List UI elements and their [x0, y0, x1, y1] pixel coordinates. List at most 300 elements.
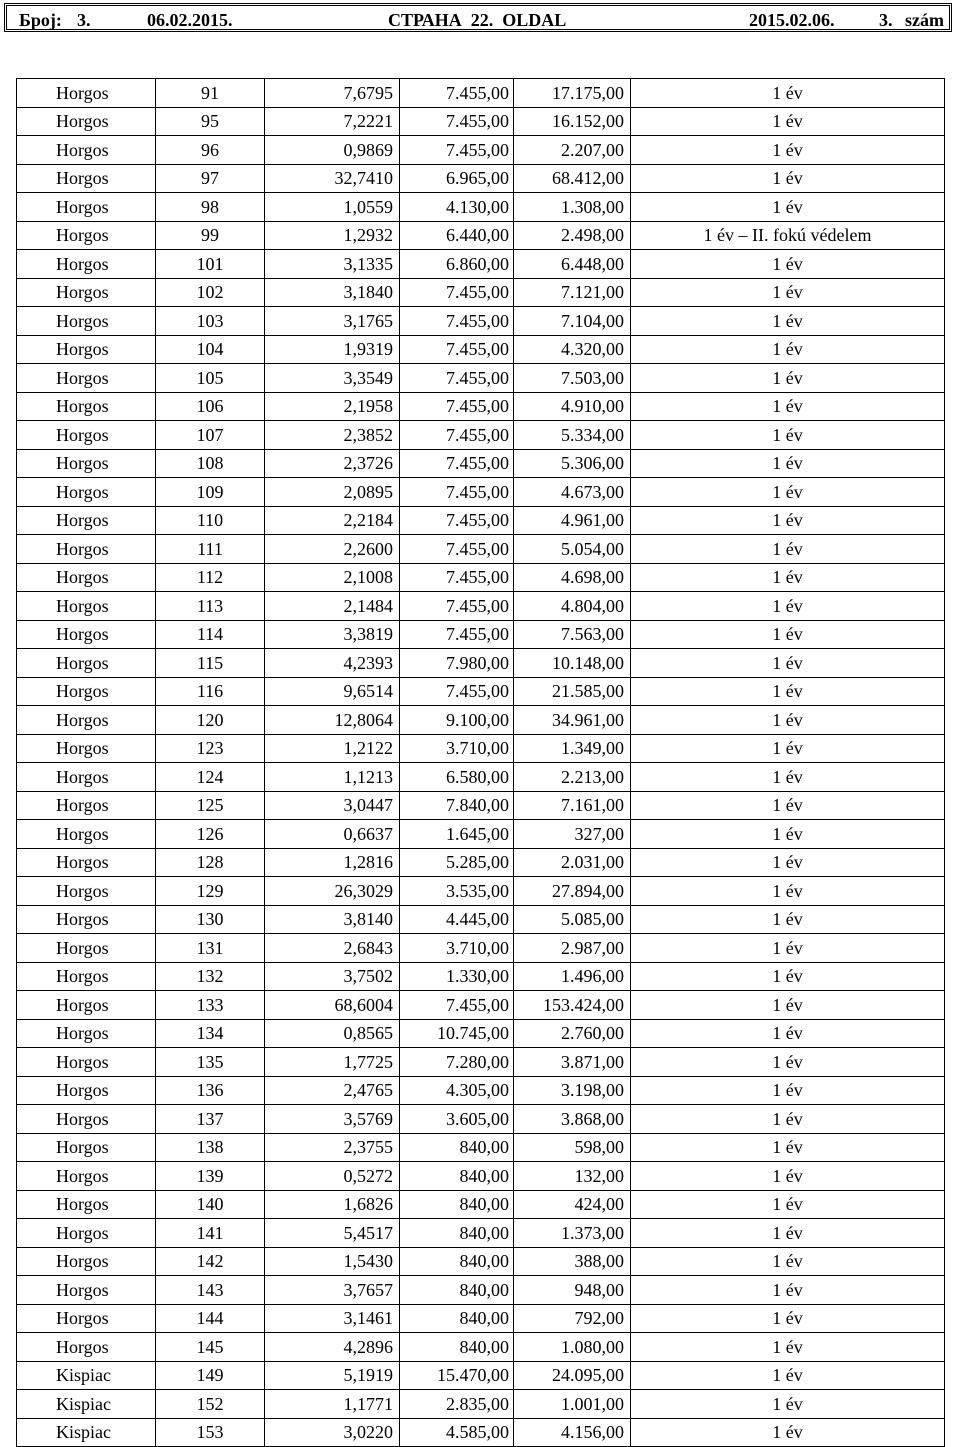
- duration-cell: 1 év: [631, 962, 945, 991]
- area-cell: 1,1771: [265, 1390, 400, 1419]
- total-cell: 7.563,00: [514, 620, 631, 649]
- area-cell: 1,5430: [265, 1247, 400, 1276]
- place-cell: Horgos: [17, 136, 156, 165]
- duration-cell: 1 év: [631, 164, 945, 193]
- place-cell: Horgos: [17, 791, 156, 820]
- total-cell: 2.987,00: [514, 934, 631, 963]
- total-cell: 3.198,00: [514, 1076, 631, 1105]
- place-cell: Horgos: [17, 449, 156, 478]
- table-row: [17, 221, 945, 250]
- parcel-number-cell: 114: [156, 620, 265, 649]
- area-cell: 2,4765: [265, 1076, 400, 1105]
- total-cell: 68.412,00: [514, 164, 631, 193]
- place-cell: Horgos: [17, 307, 156, 336]
- total-cell: 792,00: [514, 1304, 631, 1333]
- unit-price-cell: 6.965,00: [400, 164, 514, 193]
- unit-price-cell: 15.470,00: [400, 1361, 514, 1390]
- duration-cell: 1 év: [631, 1361, 945, 1390]
- total-cell: 1.308,00: [514, 193, 631, 222]
- duration-cell: 1 év: [631, 1418, 945, 1447]
- table-row: [17, 848, 945, 877]
- duration-cell: 1 év: [631, 364, 945, 393]
- parcel-table-body: [17, 79, 945, 1447]
- unit-price-cell: 7.455,00: [400, 592, 514, 621]
- place-cell: Horgos: [17, 962, 156, 991]
- place-cell: Horgos: [17, 1190, 156, 1219]
- duration-cell: 1 év: [631, 1247, 945, 1276]
- area-cell: 2,0895: [265, 478, 400, 507]
- table-row: [17, 1219, 945, 1248]
- unit-price-cell: 840,00: [400, 1133, 514, 1162]
- total-cell: 7.121,00: [514, 278, 631, 307]
- place-cell: Horgos: [17, 364, 156, 393]
- unit-price-cell: 7.455,00: [400, 392, 514, 421]
- parcel-number-cell: 109: [156, 478, 265, 507]
- unit-price-cell: 7.455,00: [400, 335, 514, 364]
- total-cell: 4.961,00: [514, 506, 631, 535]
- parcel-number-cell: 97: [156, 164, 265, 193]
- place-cell: Horgos: [17, 1162, 156, 1191]
- area-cell: 2,3755: [265, 1133, 400, 1162]
- total-cell: 1.373,00: [514, 1219, 631, 1248]
- area-cell: 32,7410: [265, 164, 400, 193]
- total-cell: 1.080,00: [514, 1333, 631, 1362]
- total-cell: 4.910,00: [514, 392, 631, 421]
- parcel-number-cell: 134: [156, 1019, 265, 1048]
- parcel-number-cell: 128: [156, 848, 265, 877]
- parcel-number-cell: 135: [156, 1048, 265, 1077]
- duration-cell: 1 év: [631, 193, 945, 222]
- place-cell: Horgos: [17, 421, 156, 450]
- date-sr: 06.02.2015.: [147, 10, 233, 30]
- parcel-number-cell: 145: [156, 1333, 265, 1362]
- area-cell: 2,6843: [265, 934, 400, 963]
- total-cell: 6.448,00: [514, 250, 631, 279]
- parcel-number-cell: 107: [156, 421, 265, 450]
- table-row: [17, 1333, 945, 1362]
- area-cell: 0,8565: [265, 1019, 400, 1048]
- page-number: СТРАНА 22. OLDAL: [388, 10, 567, 30]
- total-cell: 2.031,00: [514, 848, 631, 877]
- total-cell: 1.001,00: [514, 1390, 631, 1419]
- table-row: [17, 620, 945, 649]
- duration-cell: 1 év: [631, 1304, 945, 1333]
- unit-price-cell: 7.455,00: [400, 991, 514, 1020]
- place-cell: Horgos: [17, 592, 156, 621]
- duration-cell: 1 év – II. fokú védelem: [631, 221, 945, 250]
- parcel-number-cell: 111: [156, 535, 265, 564]
- parcel-number-cell: 137: [156, 1105, 265, 1134]
- unit-price-cell: 6.440,00: [400, 221, 514, 250]
- duration-cell: 1 év: [631, 1076, 945, 1105]
- area-cell: 5,1919: [265, 1361, 400, 1390]
- area-cell: 0,5272: [265, 1162, 400, 1191]
- unit-price-cell: 4.445,00: [400, 905, 514, 934]
- total-cell: 16.152,00: [514, 107, 631, 136]
- table-row: [17, 1076, 945, 1105]
- place-cell: Horgos: [17, 193, 156, 222]
- unit-price-cell: 7.455,00: [400, 278, 514, 307]
- table-row: [17, 649, 945, 678]
- table-row: [17, 79, 945, 108]
- place-cell: Horgos: [17, 1219, 156, 1248]
- place-cell: Horgos: [17, 1105, 156, 1134]
- table-row: [17, 1019, 945, 1048]
- duration-cell: 1 év: [631, 107, 945, 136]
- unit-price-cell: 840,00: [400, 1219, 514, 1248]
- area-cell: 1,0559: [265, 193, 400, 222]
- unit-price-cell: 7.455,00: [400, 307, 514, 336]
- duration-cell: 1 év: [631, 1333, 945, 1362]
- place-cell: Horgos: [17, 991, 156, 1020]
- place-cell: Horgos: [17, 563, 156, 592]
- duration-cell: 1 év: [631, 506, 945, 535]
- area-cell: 2,3726: [265, 449, 400, 478]
- table-row: [17, 193, 945, 222]
- total-cell: 17.175,00: [514, 79, 631, 108]
- duration-cell: 1 év: [631, 392, 945, 421]
- unit-price-cell: 3.710,00: [400, 734, 514, 763]
- duration-cell: 1 év: [631, 649, 945, 678]
- unit-price-cell: 7.455,00: [400, 563, 514, 592]
- duration-cell: 1 év: [631, 1190, 945, 1219]
- area-cell: 2,1958: [265, 392, 400, 421]
- duration-cell: 1 év: [631, 1390, 945, 1419]
- total-cell: 34.961,00: [514, 706, 631, 735]
- area-cell: 4,2896: [265, 1333, 400, 1362]
- place-cell: Horgos: [17, 1333, 156, 1362]
- total-cell: 5.334,00: [514, 421, 631, 450]
- area-cell: 3,7657: [265, 1276, 400, 1305]
- unit-price-cell: 7.455,00: [400, 79, 514, 108]
- duration-cell: 1 év: [631, 449, 945, 478]
- duration-cell: 1 év: [631, 563, 945, 592]
- issue-label-hu: szám: [905, 10, 944, 30]
- area-cell: 3,1840: [265, 278, 400, 307]
- area-cell: 3,1461: [265, 1304, 400, 1333]
- parcel-number-cell: 132: [156, 962, 265, 991]
- parcel-number-cell: 138: [156, 1133, 265, 1162]
- place-cell: Horgos: [17, 1133, 156, 1162]
- table-row: [17, 934, 945, 963]
- table-row: [17, 1247, 945, 1276]
- place-cell: Horgos: [17, 1276, 156, 1305]
- area-cell: 12,8064: [265, 706, 400, 735]
- area-cell: 3,5769: [265, 1105, 400, 1134]
- table-row: [17, 1418, 945, 1447]
- total-cell: 7.503,00: [514, 364, 631, 393]
- area-cell: 1,2816: [265, 848, 400, 877]
- area-cell: 3,0447: [265, 791, 400, 820]
- area-cell: 0,9869: [265, 136, 400, 165]
- duration-cell: 1 év: [631, 250, 945, 279]
- duration-cell: 1 év: [631, 1276, 945, 1305]
- parcel-number-cell: 123: [156, 734, 265, 763]
- table-row: [17, 364, 945, 393]
- area-cell: 5,4517: [265, 1219, 400, 1248]
- duration-cell: 1 év: [631, 1162, 945, 1191]
- total-cell: 4.156,00: [514, 1418, 631, 1447]
- area-cell: 3,3549: [265, 364, 400, 393]
- place-cell: Horgos: [17, 221, 156, 250]
- table-row: [17, 1133, 945, 1162]
- table-row: [17, 563, 945, 592]
- duration-cell: 1 év: [631, 877, 945, 906]
- unit-price-cell: 9.100,00: [400, 706, 514, 735]
- place-cell: Horgos: [17, 1304, 156, 1333]
- duration-cell: 1 év: [631, 1105, 945, 1134]
- duration-cell: 1 év: [631, 1048, 945, 1077]
- total-cell: 5.306,00: [514, 449, 631, 478]
- table-row: [17, 107, 945, 136]
- total-cell: 2.207,00: [514, 136, 631, 165]
- total-cell: 4.673,00: [514, 478, 631, 507]
- unit-price-cell: 6.580,00: [400, 763, 514, 792]
- total-cell: 2.213,00: [514, 763, 631, 792]
- parcel-number-cell: 102: [156, 278, 265, 307]
- total-cell: 948,00: [514, 1276, 631, 1305]
- place-cell: Kispiac: [17, 1361, 156, 1390]
- duration-cell: 1 év: [631, 934, 945, 963]
- parcel-number-cell: 129: [156, 877, 265, 906]
- duration-cell: 1 év: [631, 79, 945, 108]
- duration-cell: 1 év: [631, 677, 945, 706]
- duration-cell: 1 év: [631, 1219, 945, 1248]
- table-row: [17, 1390, 945, 1419]
- duration-cell: 1 év: [631, 991, 945, 1020]
- unit-price-cell: 3.605,00: [400, 1105, 514, 1134]
- table-row: [17, 677, 945, 706]
- parcel-number-cell: 133: [156, 991, 265, 1020]
- duration-cell: 1 év: [631, 620, 945, 649]
- unit-price-cell: 7.455,00: [400, 136, 514, 165]
- place-cell: Horgos: [17, 478, 156, 507]
- parcel-number-cell: 125: [156, 791, 265, 820]
- issue-number-hu: 3.: [879, 10, 893, 30]
- table-row: [17, 449, 945, 478]
- date-hu: 2015.02.06.: [749, 10, 835, 30]
- table-row: [17, 1304, 945, 1333]
- parcel-number-cell: 120: [156, 706, 265, 735]
- parcel-number-cell: 101: [156, 250, 265, 279]
- table-row: [17, 1190, 945, 1219]
- unit-price-cell: 2.835,00: [400, 1390, 514, 1419]
- place-cell: Horgos: [17, 1247, 156, 1276]
- duration-cell: 1 év: [631, 535, 945, 564]
- place-cell: Horgos: [17, 250, 156, 279]
- parcel-number-cell: 116: [156, 677, 265, 706]
- total-cell: 5.054,00: [514, 535, 631, 564]
- parcel-number-cell: 91: [156, 79, 265, 108]
- table-row: [17, 307, 945, 336]
- unit-price-cell: 5.285,00: [400, 848, 514, 877]
- place-cell: Horgos: [17, 649, 156, 678]
- place-cell: Horgos: [17, 535, 156, 564]
- duration-cell: 1 év: [631, 791, 945, 820]
- place-cell: Horgos: [17, 392, 156, 421]
- area-cell: 4,2393: [265, 649, 400, 678]
- parcel-number-cell: 136: [156, 1076, 265, 1105]
- unit-price-cell: 7.840,00: [400, 791, 514, 820]
- total-cell: 27.894,00: [514, 877, 631, 906]
- area-cell: 1,7725: [265, 1048, 400, 1077]
- place-cell: Horgos: [17, 335, 156, 364]
- table-row: [17, 905, 945, 934]
- place-cell: Horgos: [17, 1019, 156, 1048]
- place-cell: Horgos: [17, 763, 156, 792]
- unit-price-cell: 7.455,00: [400, 535, 514, 564]
- total-cell: 327,00: [514, 820, 631, 849]
- total-cell: 24.095,00: [514, 1361, 631, 1390]
- unit-price-cell: 7.980,00: [400, 649, 514, 678]
- area-cell: 9,6514: [265, 677, 400, 706]
- unit-price-cell: 10.745,00: [400, 1019, 514, 1048]
- unit-price-cell: 7.455,00: [400, 421, 514, 450]
- place-cell: Horgos: [17, 1048, 156, 1077]
- table-row: [17, 791, 945, 820]
- parcel-number-cell: 96: [156, 136, 265, 165]
- total-cell: 388,00: [514, 1247, 631, 1276]
- table-row: [17, 763, 945, 792]
- duration-cell: 1 év: [631, 706, 945, 735]
- total-cell: 7.161,00: [514, 791, 631, 820]
- place-cell: Horgos: [17, 620, 156, 649]
- unit-price-cell: 4.305,00: [400, 1076, 514, 1105]
- place-cell: Horgos: [17, 107, 156, 136]
- table-row: [17, 136, 945, 165]
- area-cell: 2,1484: [265, 592, 400, 621]
- table-row: [17, 1361, 945, 1390]
- place-cell: Kispiac: [17, 1418, 156, 1447]
- parcel-number-cell: 141: [156, 1219, 265, 1248]
- parcel-number-cell: 110: [156, 506, 265, 535]
- parcel-number-cell: 153: [156, 1418, 265, 1447]
- total-cell: 21.585,00: [514, 677, 631, 706]
- total-cell: 4.698,00: [514, 563, 631, 592]
- duration-cell: 1 év: [631, 478, 945, 507]
- duration-cell: 1 év: [631, 421, 945, 450]
- unit-price-cell: 840,00: [400, 1333, 514, 1362]
- total-cell: 153.424,00: [514, 991, 631, 1020]
- parcel-number-cell: 143: [156, 1276, 265, 1305]
- total-cell: 1.496,00: [514, 962, 631, 991]
- table-row: [17, 820, 945, 849]
- area-cell: 2,2184: [265, 506, 400, 535]
- duration-cell: 1 év: [631, 136, 945, 165]
- duration-cell: 1 év: [631, 278, 945, 307]
- parcel-number-cell: 149: [156, 1361, 265, 1390]
- table-row: [17, 962, 945, 991]
- table-row: [17, 478, 945, 507]
- area-cell: 1,1213: [265, 763, 400, 792]
- parcel-number-cell: 126: [156, 820, 265, 849]
- table-row: [17, 278, 945, 307]
- unit-price-cell: 7.280,00: [400, 1048, 514, 1077]
- parcel-number-cell: 131: [156, 934, 265, 963]
- parcel-number-cell: 142: [156, 1247, 265, 1276]
- place-cell: Horgos: [17, 164, 156, 193]
- place-cell: Horgos: [17, 820, 156, 849]
- place-cell: Horgos: [17, 506, 156, 535]
- parcel-number-cell: 130: [156, 905, 265, 934]
- total-cell: 4.804,00: [514, 592, 631, 621]
- area-cell: 3,0220: [265, 1418, 400, 1447]
- table-row: [17, 421, 945, 450]
- area-cell: 1,6826: [265, 1190, 400, 1219]
- issue-number-sr: 3.: [77, 10, 91, 30]
- duration-cell: 1 év: [631, 1133, 945, 1162]
- parcel-number-cell: 144: [156, 1304, 265, 1333]
- parcel-number-cell: 152: [156, 1390, 265, 1419]
- area-cell: 3,3819: [265, 620, 400, 649]
- table-row: [17, 1048, 945, 1077]
- place-cell: Horgos: [17, 905, 156, 934]
- page-header: [4, 3, 952, 32]
- parcel-number-cell: 124: [156, 763, 265, 792]
- duration-cell: 1 év: [631, 763, 945, 792]
- parcel-number-cell: 103: [156, 307, 265, 336]
- unit-price-cell: 3.535,00: [400, 877, 514, 906]
- area-cell: 2,1008: [265, 563, 400, 592]
- table-row: [17, 535, 945, 564]
- issue-label-sr: Број:: [19, 10, 62, 30]
- unit-price-cell: 1.645,00: [400, 820, 514, 849]
- place-cell: Horgos: [17, 677, 156, 706]
- place-cell: Horgos: [17, 278, 156, 307]
- table-row: [17, 592, 945, 621]
- unit-price-cell: 7.455,00: [400, 478, 514, 507]
- parcel-number-cell: 112: [156, 563, 265, 592]
- total-cell: 424,00: [514, 1190, 631, 1219]
- duration-cell: 1 év: [631, 734, 945, 763]
- unit-price-cell: 4.585,00: [400, 1418, 514, 1447]
- unit-price-cell: 840,00: [400, 1190, 514, 1219]
- place-cell: Kispiac: [17, 1390, 156, 1419]
- duration-cell: 1 év: [631, 307, 945, 336]
- total-cell: 1.349,00: [514, 734, 631, 763]
- total-cell: 5.085,00: [514, 905, 631, 934]
- unit-price-cell: 7.455,00: [400, 620, 514, 649]
- table-row: [17, 877, 945, 906]
- total-cell: 132,00: [514, 1162, 631, 1191]
- duration-cell: 1 év: [631, 592, 945, 621]
- parcel-number-cell: 140: [156, 1190, 265, 1219]
- table-row: [17, 250, 945, 279]
- unit-price-cell: 840,00: [400, 1276, 514, 1305]
- place-cell: Horgos: [17, 877, 156, 906]
- total-cell: 10.148,00: [514, 649, 631, 678]
- area-cell: 7,2221: [265, 107, 400, 136]
- area-cell: 26,3029: [265, 877, 400, 906]
- duration-cell: 1 év: [631, 905, 945, 934]
- unit-price-cell: 7.455,00: [400, 506, 514, 535]
- place-cell: Horgos: [17, 79, 156, 108]
- total-cell: 7.104,00: [514, 307, 631, 336]
- area-cell: 1,2122: [265, 734, 400, 763]
- unit-price-cell: 3.710,00: [400, 934, 514, 963]
- duration-cell: 1 év: [631, 848, 945, 877]
- place-cell: Horgos: [17, 934, 156, 963]
- parcel-number-cell: 95: [156, 107, 265, 136]
- duration-cell: 1 év: [631, 820, 945, 849]
- unit-price-cell: 7.455,00: [400, 364, 514, 393]
- table-row: [17, 1105, 945, 1134]
- parcel-table: [16, 78, 945, 1447]
- area-cell: 1,9319: [265, 335, 400, 364]
- table-row: [17, 734, 945, 763]
- table-row: [17, 1276, 945, 1305]
- area-cell: 3,1765: [265, 307, 400, 336]
